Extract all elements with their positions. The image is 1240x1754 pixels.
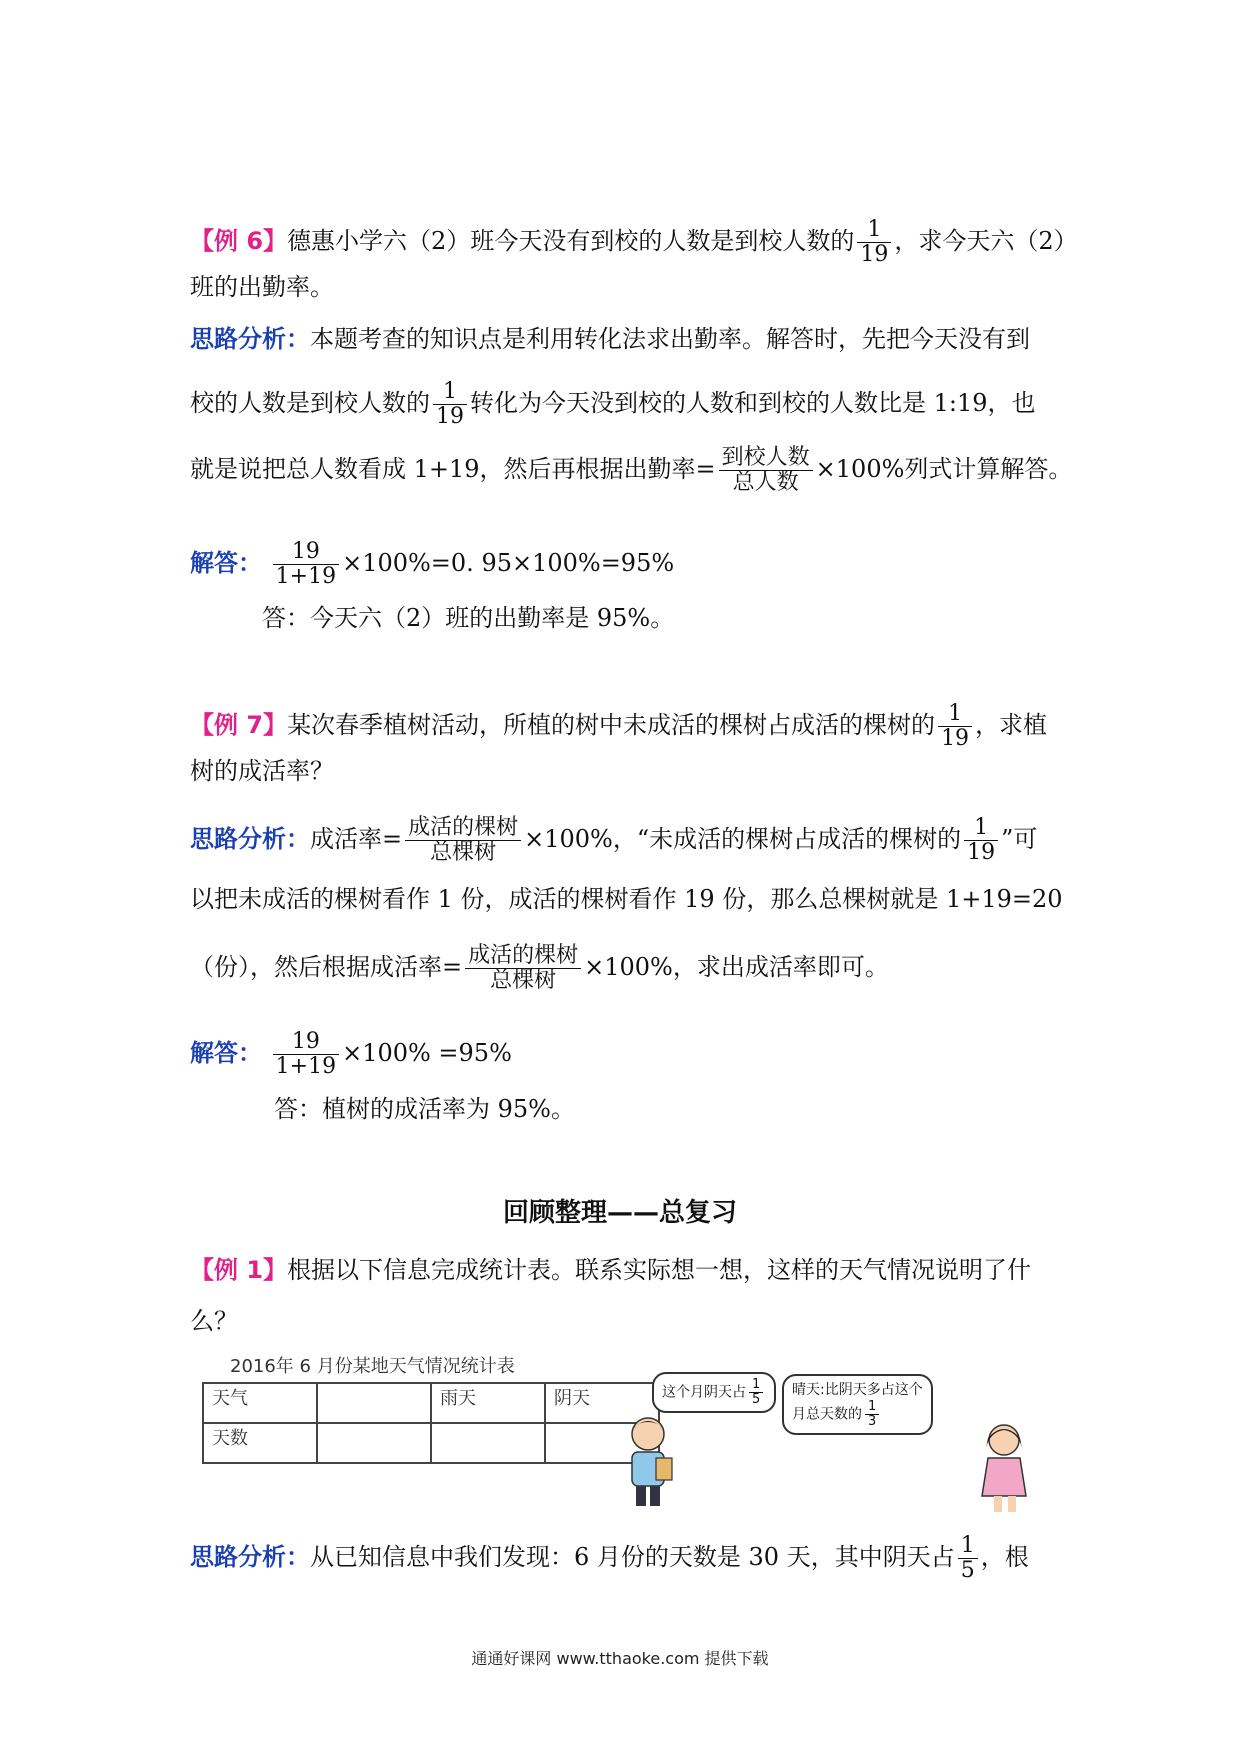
table-row: [203, 1383, 659, 1423]
ex1-analysis-text-b: ，根: [980, 1543, 1029, 1571]
bubble-left-fraction: $\frac{1}{5}$: [749, 1378, 763, 1407]
bubble-left-text: 这个月阴天占: [662, 1384, 746, 1401]
ex7-answer-label: 解答：: [190, 1039, 262, 1067]
ex7-analysis-label: 思路分析：: [190, 825, 310, 853]
ex6-question-text: 德惠小学六（2）班今天没有到校的人数是到校人数的: [287, 227, 855, 255]
ex7-question-text: 某次春季植树活动，所植的树中未成活的棵树占成活的棵树的: [287, 711, 936, 739]
ex1-analysis-fraction: $\frac{1}{5}$: [958, 1534, 978, 1583]
ex7-survival-formula: $\frac{\text{成活的棵树}}{\text{总棵树}}$: [405, 816, 521, 865]
ex7-question-line1: [190, 702, 1047, 751]
ex7-analysis-text-1a: 成活率=: [310, 825, 403, 853]
ex6-solution-text: ×100%=0. 95×100%=95%: [342, 549, 675, 577]
table-cell: 天气: [203, 1383, 317, 1423]
ex6-analysis-fraction: $\frac{1}{19}$: [433, 380, 467, 429]
ex6-solution-fraction: $\frac{19}{1+19}$: [273, 540, 339, 589]
ex6-attendance-formula: $\frac{\text{到校人数}}{\text{总人数}}$: [719, 446, 813, 495]
table-row: [203, 1423, 659, 1463]
ex6-question-text-2: ，求今天六（2）: [894, 227, 1078, 255]
weather-table: [202, 1382, 660, 1464]
bubble-right-text-2: 月总天数的: [792, 1406, 862, 1423]
ex7-analysis-line3: [190, 944, 889, 993]
speech-bubble-left: [652, 1372, 776, 1413]
weather-figure: [190, 1352, 1060, 1512]
table-cell: 天数: [203, 1423, 317, 1463]
ex6-analysis-text-2b: 转化为今天没到校的人数和到校的人数比是 1:19，也: [470, 389, 1036, 417]
ex6-question-line1: [190, 218, 1078, 267]
ex7-final-answer: 答：植树的成活率为 95%。: [274, 1095, 575, 1123]
ex6-analysis-text-3b: ×100%列式计算解答。: [815, 455, 1073, 483]
ex6-fraction: $\frac{1}{19}$: [857, 218, 891, 267]
ex6-analysis-text-3a: 就是说把总人数看成 1+19，然后再根据出勤率=: [190, 455, 716, 483]
speech-bubble-right: [782, 1374, 933, 1435]
ex7-solution-fraction: $\frac{19}{1+19}$: [273, 1030, 339, 1079]
review-heading: 回顾整理——总复习: [502, 1198, 737, 1228]
ex6-question-line2: 班的出勤率。: [190, 273, 334, 301]
ex1-question-text: 根据以下信息完成统计表。联系实际想一想，这样的天气情况说明了什: [287, 1256, 1032, 1284]
ex1-analysis-line1: [190, 1534, 1029, 1583]
ex7-analysis-fraction: $\frac{1}{19}$: [964, 816, 998, 865]
table-cell: 雨天: [431, 1383, 545, 1423]
ex7-tag: 【例 7】: [190, 711, 288, 739]
bubble-right-fraction: $\frac{1}{3}$: [865, 1400, 879, 1429]
ex1-analysis-label: 思路分析：: [190, 1543, 310, 1571]
page-footer: 通通好课网 www.tthaoke.com 提供下载: [471, 1649, 769, 1668]
weather-table-title: 2016年 6 月份某地天气情况统计表: [230, 1356, 515, 1377]
ex6-analysis-text-2a: 校的人数是到校人数的: [190, 389, 430, 417]
boy-illustration: [618, 1412, 688, 1512]
ex7-analysis-text-3a: （份），然后根据成活率=: [190, 953, 463, 981]
ex7-question-text-2: ，求植: [975, 711, 1048, 739]
bubble-right-text-1: 晴天:比阴天多占这个: [792, 1382, 923, 1398]
ex7-solution-text: ×100% =95%: [342, 1039, 512, 1067]
ex6-solution: [190, 540, 674, 589]
ex6-analysis-line2: [190, 380, 1036, 429]
ex1-question-line1: [190, 1255, 1031, 1285]
ex6-final-answer: 答：今天六（2）班的出勤率是 95%。: [262, 604, 675, 632]
ex7-analysis-line2: 以把未成活的棵树看作 1 份，成活的棵树看作 19 份，那么总棵树就是 1+19=20: [190, 885, 1063, 913]
ex1-tag: 【例 1】: [190, 1256, 288, 1284]
table-cell: [317, 1383, 431, 1423]
ex6-answer-label: 解答：: [190, 549, 262, 577]
table-cell: 阴天: [545, 1383, 659, 1423]
ex6-analysis-line3: [190, 446, 1072, 495]
ex7-analysis-text-1b: ×100%，“未成活的棵树占成活的棵树的: [524, 825, 962, 853]
ex6-analysis-line1: [190, 324, 1030, 354]
ex6-tag: 【例 6】: [190, 227, 288, 255]
ex7-question-line2: 树的成活率？: [190, 757, 334, 785]
table-cell: [431, 1423, 545, 1463]
ex7-survival-formula-2: $\frac{\text{成活的棵树}}{\text{总棵树}}$: [465, 944, 581, 993]
girl-illustration: [968, 1418, 1038, 1518]
ex6-analysis-text: 本题考查的知识点是利用转化法求出勤率。解答时，先把今天没有到: [310, 325, 1030, 353]
ex7-analysis-line1: [190, 816, 1037, 865]
ex1-question-line2: 么？: [190, 1307, 238, 1335]
ex6-analysis-label: 思路分析：: [190, 325, 310, 353]
ex7-analysis-text-1c: ”可: [1001, 825, 1038, 853]
table-cell: [317, 1423, 431, 1463]
ex1-analysis-text: 从已知信息中我们发现：6 月份的天数是 30 天，其中阴天占: [310, 1543, 955, 1571]
ex7-solution: [190, 1030, 512, 1079]
ex7-analysis-text-3b: ×100%，求出成活率即可。: [584, 953, 889, 981]
ex7-fraction: $\frac{1}{19}$: [938, 702, 972, 751]
